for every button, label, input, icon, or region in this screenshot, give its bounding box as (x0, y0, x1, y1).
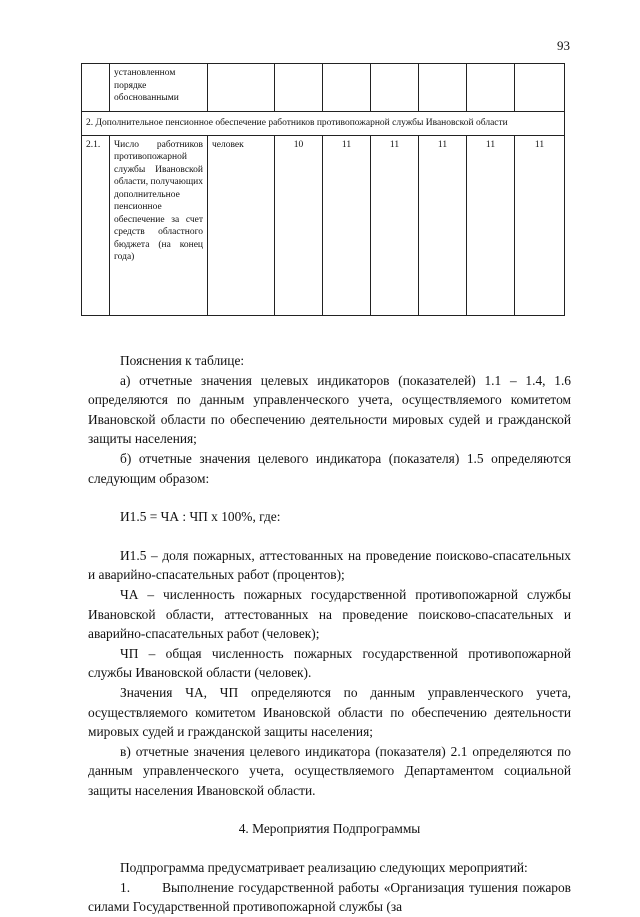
unit-cell (208, 64, 275, 112)
page-number: 93 (557, 38, 570, 53)
value-cell (467, 64, 515, 112)
formula: И1.5 = ЧА : ЧП х 100%, где: (120, 509, 281, 525)
value-cell: 11 (323, 135, 371, 315)
paragraph (88, 878, 571, 917)
value-cell: 10 (275, 135, 323, 315)
row-number-cell (82, 64, 110, 112)
indicator-name-cell: Число работников противопожарной службы Ивановской области, получающих дополнительное пенсионное обеспечение за счет средств областного бюджета (на конец года) (110, 135, 208, 315)
paragraph: в) отчетные значения целевого индикатора (показателя) 2.1 определяются по данным управленческого учета, осуществляемого Департаментом социальной защиты населения Ивановской области. (88, 743, 571, 798)
indicator-name-cell: установленном порядке обоснованными (110, 64, 208, 112)
value-cell (419, 64, 467, 112)
table-row (82, 64, 565, 112)
value-cell: 11 (467, 135, 515, 315)
paragraph: ЧП – общая численность пожарных государственной противопожарной службы Ивановской области (человек). (88, 645, 571, 681)
value-cell: 11 (419, 135, 467, 315)
paragraph: а) отчетные значения целевых индикаторов (показателей) 1.1 – 1.4, 1.6 определяются по данным управленческого учета, осуществляемого комитетом Ивановской области по обеспечению деятельности мировых судей и гражданской защиты населения; (88, 372, 571, 447)
list-text: Выполнение государственной работы «Организация тушения пожаров силами Государственной противопожарной службы (за (88, 879, 571, 915)
list-number: 1. (120, 879, 131, 895)
section-title-cell: 2. Дополнительное пенсионное обеспечение работников противопожарной службы Ивановской области (82, 112, 565, 136)
table-section-row (82, 112, 565, 136)
paragraph: Значения ЧА, ЧП определяются по данным управленческого учета, осуществляемого комитетом Ивановской области по обеспечению деятельности мировых судей и гражданской защиты населения; (88, 684, 571, 740)
row-number-cell: 2.1. (82, 135, 110, 315)
indicators-table (81, 63, 565, 316)
value-cell (371, 64, 419, 112)
paragraph: Пояснения к таблице: (120, 353, 245, 368)
value-cell (515, 64, 565, 112)
unit-cell: человек (208, 135, 275, 315)
paragraph: ЧА – численность пожарных государственной противопожарной службы Ивановской области, аттестованных на проведение поисково-спасательных и аварийно-спасательных работ (человек); (88, 586, 571, 642)
section-heading: 4. Мероприятия Подпрограммы (238, 821, 421, 837)
value-cell (275, 64, 323, 112)
paragraph: И1.5 – доля пожарных, аттестованных на проведение поисково-спасательных и аварийно-спасательных работ (процентов); (88, 547, 571, 583)
paragraph: б) отчетные значения целевого индикатора (показателя) 1.5 определяются следующим образом: (88, 450, 571, 486)
value-cell: 11 (371, 135, 419, 315)
value-cell (323, 64, 371, 112)
body-text (88, 351, 571, 917)
table-row (82, 135, 565, 315)
paragraph: Подпрограмма предусматривает реализацию следующих мероприятий: (120, 860, 528, 876)
value-cell: 11 (515, 135, 565, 315)
